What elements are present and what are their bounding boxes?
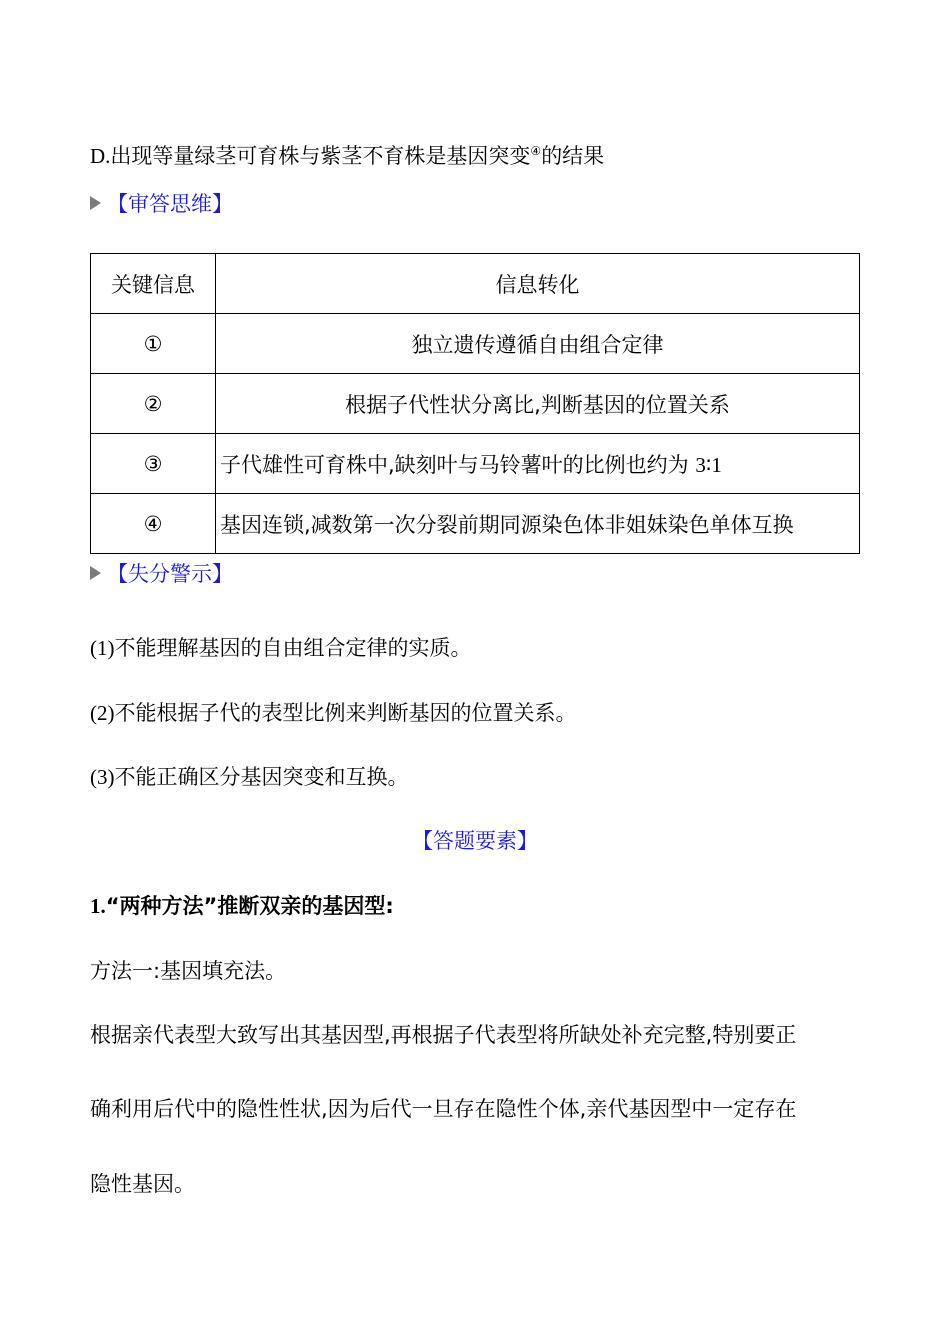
option-d <box>90 137 604 170</box>
table-row <box>91 434 860 494</box>
table-header-key: 关键信息 <box>91 254 216 314</box>
warning-text: 不能根据子代的表型比例来判断基因的位置关系。 <box>114 701 577 725</box>
table-cell-key: ① <box>91 314 216 374</box>
warning-item <box>90 634 472 662</box>
table-row <box>91 314 860 374</box>
section-warning-heading <box>90 560 233 588</box>
table-header-row <box>91 254 860 314</box>
warning-text: 不能理解基因的自由组合定律的实质。 <box>114 636 472 660</box>
warning-item <box>90 699 577 727</box>
paragraph-line: 隐性基因。 <box>90 1172 195 1196</box>
warning-text: 不能正确区分基因突变和互换。 <box>114 765 409 789</box>
paragraph-line: 根据亲代表型大致写出其基因型,再根据子代表型将所缺处补充完整,特别要正 <box>90 1023 797 1047</box>
method1-label: 方法一:基因填充法。 <box>90 959 287 983</box>
table-row <box>91 494 860 554</box>
section-warning-label: 【失分警示】 <box>107 562 233 586</box>
point1-num: 1. <box>90 894 106 918</box>
table-cell-value: 独立遗传遵循自由组合定律 <box>216 314 860 374</box>
option-d-text-tail: 的结果 <box>541 144 605 168</box>
triangle-bullet-icon <box>90 566 101 580</box>
section-elements-heading: 【答题要素】 <box>412 829 538 853</box>
section-thinking-label: 【审答思维】 <box>107 192 233 216</box>
warning-num: (1) <box>90 636 115 660</box>
option-d-text: D.出现等量绿茎可育株与紫茎不育株是基因突变 <box>90 144 531 168</box>
warning-num: (2) <box>90 701 115 725</box>
point1-title-text: “两种方法”推断双亲的基因型: <box>105 894 394 918</box>
table-cell-value: 根据子代性状分离比,判断基因的位置关系 <box>216 374 860 434</box>
table-cell-text: 子代雄性可育株中,缺刻叶与马铃薯叶的比例也约为 <box>220 452 689 477</box>
table-cell-key: ② <box>91 374 216 434</box>
triangle-bullet-icon <box>90 196 101 210</box>
section-thinking-heading <box>90 190 233 218</box>
table-row <box>91 374 860 434</box>
paragraph-line: 确利用后代中的隐性性状,因为后代一旦存在隐性个体,亲代基因型中一定存在 <box>90 1097 797 1121</box>
table-cell-key: ④ <box>91 494 216 554</box>
point1-title <box>90 892 394 920</box>
table-cell-value <box>216 434 860 494</box>
table-cell-value: 基因连锁,减数第一次分裂前期同源染色体非姐妹染色单体互换 <box>216 494 860 554</box>
info-table <box>90 253 860 554</box>
warning-num: (3) <box>90 765 115 789</box>
warning-item <box>90 763 409 791</box>
table-cell-ratio: 3∶1 <box>695 452 722 477</box>
table-header-value: 信息转化 <box>216 254 860 314</box>
table-cell-key: ③ <box>91 434 216 494</box>
option-d-marker: ④ <box>530 144 542 158</box>
